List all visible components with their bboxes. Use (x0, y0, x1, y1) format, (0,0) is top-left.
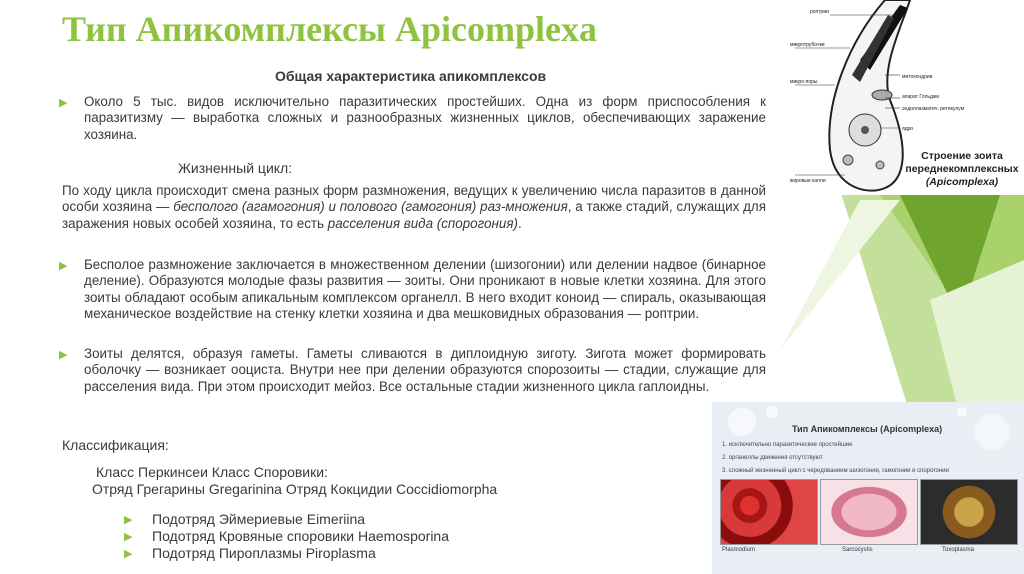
lipid-drop-shape (876, 161, 884, 169)
tile-label: Sarcocystis (842, 547, 873, 553)
asexual-text: Бесполое размножение заключается в множественном делении (шизогонии) или делении надвое (бинарное деление). Образуются молодые фазы развития — зоиты. Они проникают в новые клетки хозяина. Для этого зоиты обладают особым апикальным комплексом органелл. В него входит коноид — спираль, оказывающая механическое воздействие на стенку клетки хозяина и два мешковидных образования — роптрии. (84, 257, 766, 322)
diagram-caption (900, 150, 1024, 189)
caption-line: переднекомплексных (905, 163, 1019, 175)
slide-point: 2. органеллы движения отсутствуют (722, 455, 823, 461)
asexual-paragraph (59, 257, 766, 323)
bullet-icon: ▶ (124, 548, 133, 560)
diagram-label: митохондрии (902, 74, 933, 80)
diagram-label: жировые капли (790, 178, 826, 184)
diagram-label: ядро (902, 126, 914, 132)
bullet-icon: ▶ (124, 531, 133, 543)
sarcocystis-photo (820, 479, 918, 545)
classification-heading: Классификация: (62, 437, 169, 453)
sexual-paragraph (59, 346, 766, 395)
embedded-slide-image (712, 402, 1024, 574)
life-cycle-text-a: По ходу цикла происходит смена разных форм размножения, ведущих к увеличению числа паразитов в данной особи хозяина — (62, 183, 766, 215)
bullet-icon: ▶ (124, 514, 133, 526)
suborder-label: Подотряд Эймериевые Eimeriina (152, 511, 366, 527)
suborder-item (124, 545, 376, 561)
intro-paragraph (59, 94, 766, 143)
tile-label: Toxoplasma (942, 547, 975, 553)
section-subtitle: Общая характеристика апикомплексов (275, 68, 547, 84)
mitochondrion-shape (872, 90, 892, 100)
life-cycle-text-b: бесполого (агамогония) и полового (гамогония) раз-множения (173, 199, 568, 215)
nucleolus-shape (861, 126, 869, 134)
cell-outline (829, 0, 910, 191)
slide-point: 3. сложный жизненный цикл с чередованием шизогонии, гамогонии и спорогонии (722, 468, 949, 474)
bullet-icon: ▶ (59, 349, 68, 361)
lipid-drop-shape (843, 155, 853, 165)
life-cycle-paragraph (62, 183, 766, 232)
suborder-item (124, 528, 450, 544)
slide-header: Тип Апикомплексы (Apicomplexa) (792, 424, 943, 434)
suborder-label: Подотряд Кровяные споровики Haemosporina (152, 528, 450, 544)
order-line: Отряд Грегарины Gregarinina Отряд Кокцидии Coccidiomorpha (92, 481, 498, 497)
toxoplasma-photo (920, 479, 1018, 545)
suborder-label: Подотряд Пироплазмы Piroplasma (152, 545, 376, 561)
life-cycle-text-c: , а также стадий, служащих для заражения новых особей хозяина, то есть (62, 199, 766, 231)
sexual-text: Зоиты делятся, образуя гаметы. Гаметы сливаются в диплоидную зиготу. Зигота может формировать оболочку — возникает ооциста. Внутри нее при делении образуются спорозоиты — стадии, служащие для расселения вида. При этом происходит мейоз. Все остальные стадии жизненного цикла гаплоидны. (84, 346, 766, 394)
tile-label: Plasmodium (722, 547, 756, 553)
diagram-label: микротрубочки (790, 42, 825, 48)
diagram-label: эндоплазматич. ретикулум (902, 106, 965, 112)
intro-text: Около 5 тыс. видов исключительно паразитических простейших. Одна из форм приспособления к паразитизму — выработка сложных и разнообразных жизненных циклов, обеспечивающих заражение хозяина. (84, 94, 766, 142)
caption-line: Строение зоита (921, 150, 1003, 162)
class-line: Класс Перкинсеи Класс Споровики: (96, 464, 328, 480)
diagram-label: апарат Гольджи (902, 94, 940, 100)
plasmodium-photo (720, 479, 818, 545)
bullet-icon: ▶ (59, 97, 68, 109)
suborder-item (124, 511, 366, 527)
slide-point: 1. исключительно паразитические простейшие (722, 442, 853, 448)
life-cycle-text-e: . (517, 215, 522, 231)
page-title: Тип Апикомплексы Apicomplexa (62, 9, 598, 49)
diagram-label: роптрии (810, 9, 829, 15)
caption-line: (Apicomplexa) (925, 176, 999, 188)
life-cycle-heading: Жизненный цикл: (178, 160, 293, 176)
life-cycle-text-d: расселения вида (спорогония) (327, 215, 518, 231)
bullet-icon: ▶ (59, 260, 68, 272)
diagram-label: микро-поры (790, 79, 818, 85)
